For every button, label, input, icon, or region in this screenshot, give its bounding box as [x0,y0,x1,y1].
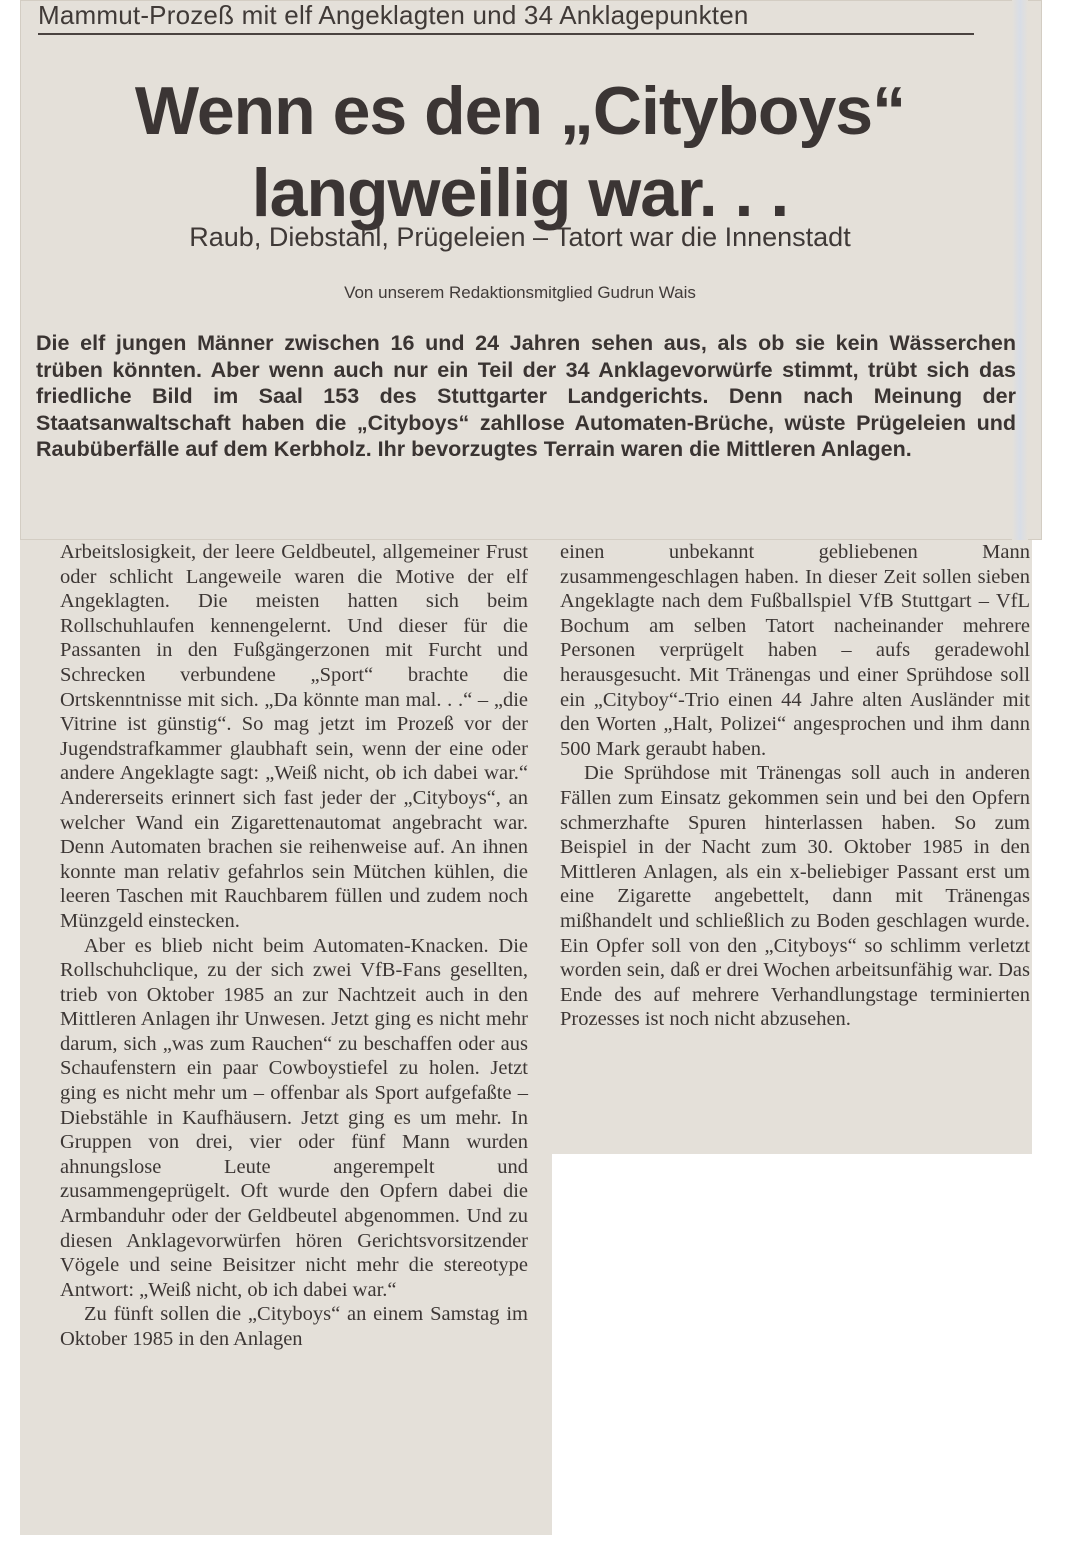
body-column-right [560,540,1030,1032]
body-paragraph: Arbeitslosigkeit, der leere Geldbeutel, allgemeiner Frust oder schlicht Langeweile waren die Motive der elf Angeklagten. Die meisten hatten sich beim Rollschuhlaufen kennengelernt. Und dieser für die Passanten in den Fußgängerzonen mit Furcht und Schrecken verbundene „Sport“ brachte die Ortskenntnisse mit sich. „Da könnte man mal. . .“ – „die Vitrine ist günstig“. So mag jetzt im Prozeß vor der Jugendstrafkammer glaubhaft sein, wenn der eine oder andere Angeklagte sagt: „Weiß nicht, ob ich dabei war.“ Andererseits erinnert sich fast jeder der „Cityboys“, an welcher Wand ein Zigarettenautomat angebracht war. Denn Automaten brachen sie reihenweise auf. An ihnen konnte man relativ gefahrlos sein Mütchen kühlen, die leeren Taschen mit Rauchbarem füllen und zudem noch Münzgeld einstecken. [60,541,528,932]
article-subheadline: Raub, Diebstahl, Prügeleien – Tatort war die Innenstadt [189,222,851,252]
headline-line-1: Wenn es den „Cityboys“ [134,73,906,149]
article-byline: Von unserem Redaktionsmitglied Gudrun Wais [344,283,696,302]
article-kicker: Mammut-Prozeß mit elf Angeklagten und 34 Anklagepunkten [38,0,974,35]
body-paragraph: einen unbekannt gebliebenen Mann zusammengeschlagen haben. In dieser Zeit sollen sieben Angeklagte nach dem Fußballspiel VfB Stuttgart – VfL Bochum am selben Tatort nacheinander mehrere Personen verprügelt haben – aufs geradewohl herausgesucht. Mit Tränengas und einer Sprühdose soll ein „Cityboy“-Trio einen 44 Jahre alten Ausländer mit den Worten „Halt, Polizei“ angesprochen und ihm dann 500 Mark geraubt haben. [560,541,1030,760]
body-paragraph: Zu fünft sollen die „Cityboys“ an einem Samstag im Oktober 1985 in den Anlagen [60,1303,528,1350]
article-headline [20,70,1020,234]
body-column-left [60,540,528,1352]
body-paragraph: Die Sprühdose mit Tränengas soll auch in anderen Fällen zum Einsatz gekommen sein und bei den Opfern schmerzhafte Spuren hinterlassen haben. So zum Beispiel in der Nacht zum 30. Oktober 1985 in den Mittleren Anlagen, als ein x-beliebiger Passant erst um eine Zigarette angebettelt, dann mit Tränengas mißhandelt und schließlich zu Boden geschlagen wurde. Ein Opfer soll von den „Cityboys“ so schlimm verletzt worden sein, daß er drei Wochen arbeitsunfähig war. Das Ende des auf mehrere Verhandlungstage terminierten Prozesses ist noch nicht abzusehen. [560,762,1030,1031]
article-lead: Die elf jungen Männer zwischen 16 und 24 Jahren sehen aus, als ob sie kein Wässerchen trüben könnten. Aber wenn auch nur ein Teil der 34 Anklagevorwürfe stimmt, trübt sich das friedliche Bild im Saal 153 des Stuttgarter Landgerichts. Denn nach Meinung der Staatsanwaltschaft haben die „Cityboys“ zahllose Automaten-Brüche, wüste Prügeleien und Raubüberfälle auf dem Kerbholz. Ihr bevorzugtes Terrain waren die Mittleren Anlagen. [36,331,1016,461]
headline-line-2: langweilig war. . . [251,155,789,231]
body-paragraph: Aber es blieb nicht beim Automaten-Knacken. Die Rollschuhclique, zu der sich zwei VfB-Fans gesellten, trieb von Oktober 1985 an zur Nachtzeit auch in den Mittleren Anlagen ihr Unwesen. Jetzt ging es nicht mehr darum, sich „was zum Rauchen“ zu beschaffen oder aus Schaufenstern ein paar Cowboystiefel zu holen. Jetzt ging es nicht mehr um – offenbar als Sport aufgefaßte – Diebstähle in Kaufhäusern. Jetzt ging es um mehr. In Gruppen von drei, vier oder fünf Mann wurden ahnungslose Leute angerempelt und zusammengeprügelt. Oft wurde den Opfern dabei die Armbanduhr oder der Geldbeutel abgenommen. Und zu diesen Anklagevorwürfen hören Gerichtsvorsitzender Vögele und seine Beisitzer nicht mehr die stereotype Antwort: „Weiß nicht, ob ich dabei war.“ [60,934,528,1301]
